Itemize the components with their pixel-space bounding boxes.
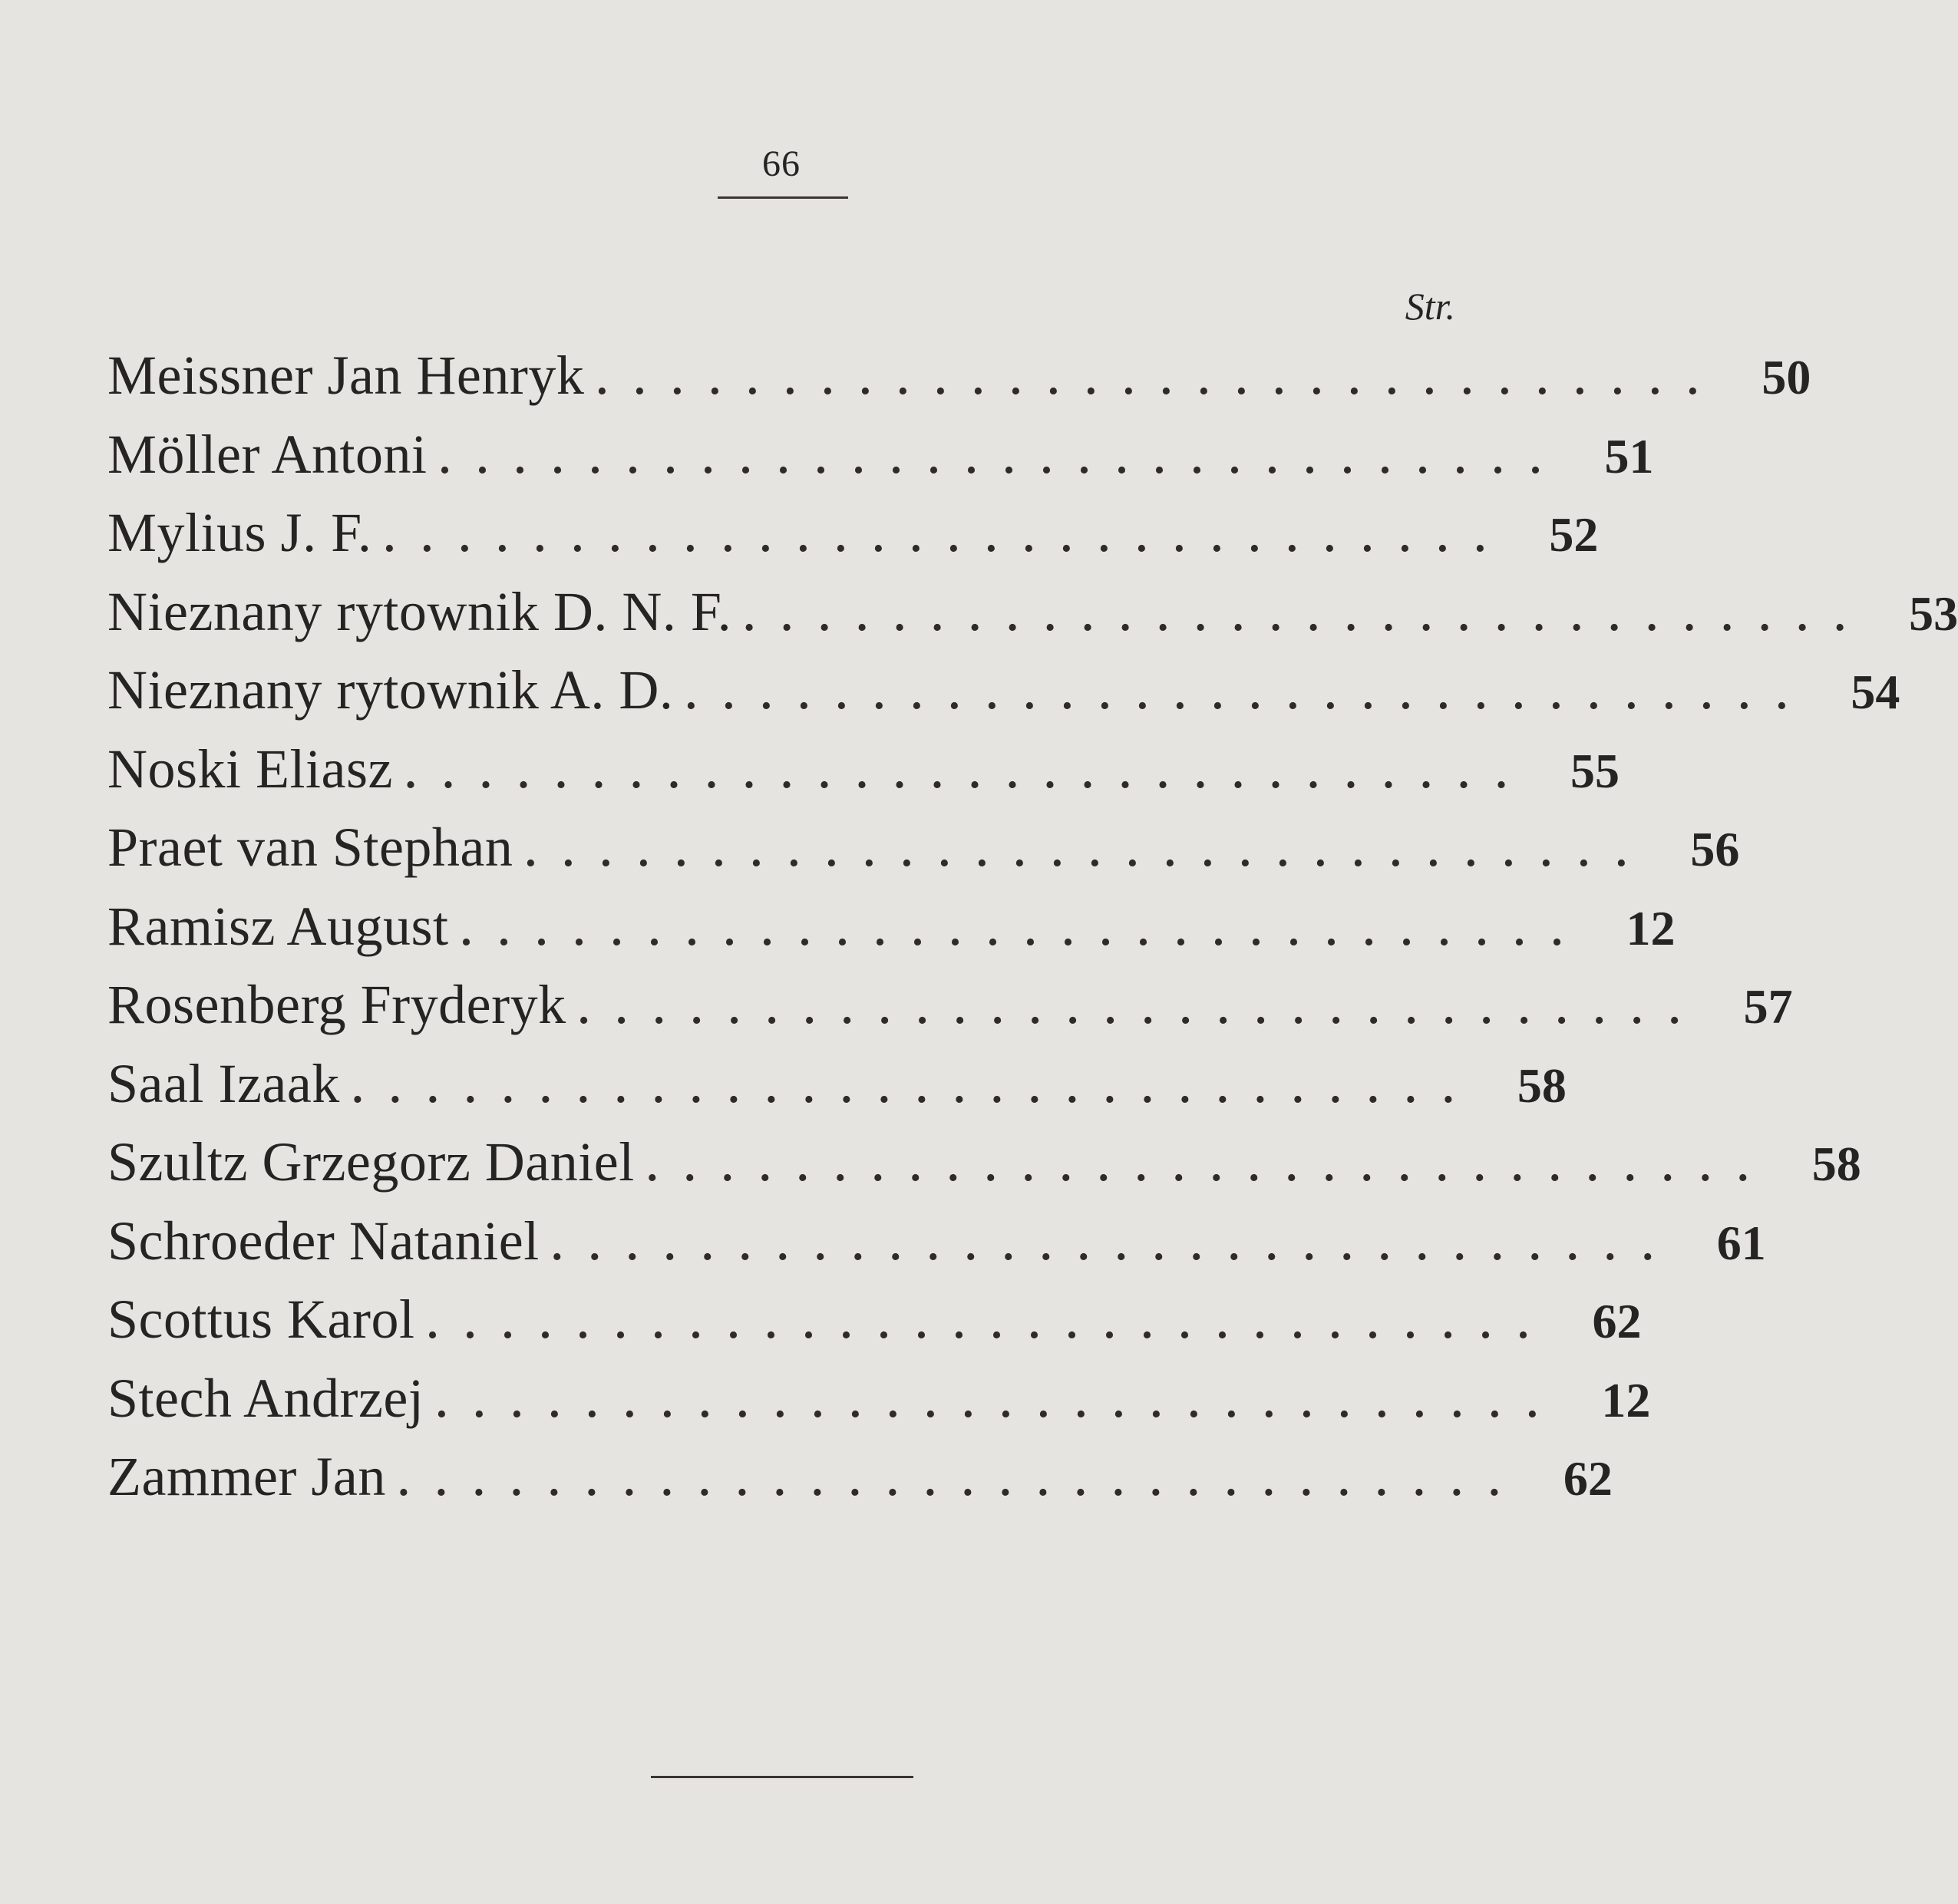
entry-page: 55 — [1570, 743, 1620, 798]
entry-page: 50 — [1762, 350, 1811, 404]
dot-leader: .............................. — [525, 828, 1654, 876]
index-entry — [107, 1123, 1861, 1202]
entry-page: 54 — [1851, 665, 1900, 719]
dot-leader: .............................. — [461, 906, 1590, 955]
index-entry — [107, 573, 1958, 652]
page-number: 66 — [762, 144, 801, 184]
dot-leader: .............................. — [352, 1064, 1481, 1112]
dot-leader: .............................. — [646, 1143, 1775, 1190]
entry-name: Schroeder Nataniel — [107, 1209, 540, 1272]
entry-page: 52 — [1549, 507, 1599, 562]
index-entry — [107, 730, 1620, 809]
entry-name: Möller Antoni — [107, 423, 428, 485]
index-entry — [107, 493, 1599, 573]
entry-name: Stech Andrzej — [107, 1367, 424, 1429]
entry-name: Szultz Grzegorz Daniel — [107, 1131, 635, 1193]
entry-page: 58 — [1517, 1058, 1567, 1113]
entry-name: Mylius J. F. — [107, 502, 372, 563]
entry-page: 51 — [1604, 428, 1654, 483]
entry-page: 62 — [1592, 1294, 1642, 1348]
dot-leader: .............................. — [551, 1221, 1680, 1269]
index-entry — [107, 1437, 1613, 1516]
entry-page: 12 — [1626, 900, 1676, 955]
dot-leader: .............................. — [685, 671, 1814, 718]
index-entry — [107, 336, 1811, 415]
entry-name: Noski Eliasz — [107, 738, 393, 800]
entry-name: Meissner Jan Henryk — [107, 345, 585, 406]
page-column-header: Str. — [1405, 285, 1455, 328]
index-entry — [107, 1044, 1567, 1124]
entry-page: 56 — [1690, 822, 1740, 876]
entry-name: Nieznany rytownik D. N. F. — [107, 580, 732, 642]
entry-name: Zammer Jan — [107, 1446, 386, 1507]
index-entry — [107, 1280, 1642, 1359]
top-rule — [718, 196, 848, 199]
entry-name: Saal Izaak — [107, 1052, 340, 1114]
entry-page: 62 — [1563, 1451, 1613, 1506]
dot-leader: .............................. — [427, 1300, 1556, 1348]
index-entry — [107, 965, 1793, 1044]
entry-page: 61 — [1716, 1215, 1766, 1270]
dot-leader: .............................. — [578, 985, 1707, 1033]
index-entry — [107, 651, 1900, 730]
entry-name: Ramisz August — [107, 895, 449, 957]
index-list — [107, 336, 1958, 1516]
dot-leader: .............................. — [436, 1378, 1565, 1427]
dot-leader: .............................. — [384, 513, 1513, 561]
entry-page: 12 — [1601, 1372, 1651, 1427]
index-entry — [107, 415, 1654, 494]
entry-page: 53 — [1909, 586, 1958, 641]
entry-name: Rosenberg Fryderyk — [107, 974, 566, 1035]
entry-name: Nieznany rytownik A. D. — [107, 659, 674, 721]
bottom-rule — [651, 1776, 913, 1778]
entry-page: 57 — [1743, 979, 1793, 1034]
index-entry — [107, 1359, 1651, 1438]
dot-leader: .............................. — [744, 592, 1873, 640]
entry-page: 58 — [1811, 1137, 1861, 1191]
dot-leader: .............................. — [398, 1457, 1527, 1505]
dot-leader: .............................. — [596, 356, 1725, 404]
dot-leader: .............................. — [439, 434, 1568, 483]
index-entry — [107, 1202, 1766, 1281]
index-entry — [107, 808, 1740, 887]
entry-name: Praet van Stephan — [107, 817, 513, 878]
index-entry — [107, 887, 1676, 966]
entry-name: Scottus Karol — [107, 1289, 415, 1350]
dot-leader: .............................. — [404, 749, 1534, 797]
